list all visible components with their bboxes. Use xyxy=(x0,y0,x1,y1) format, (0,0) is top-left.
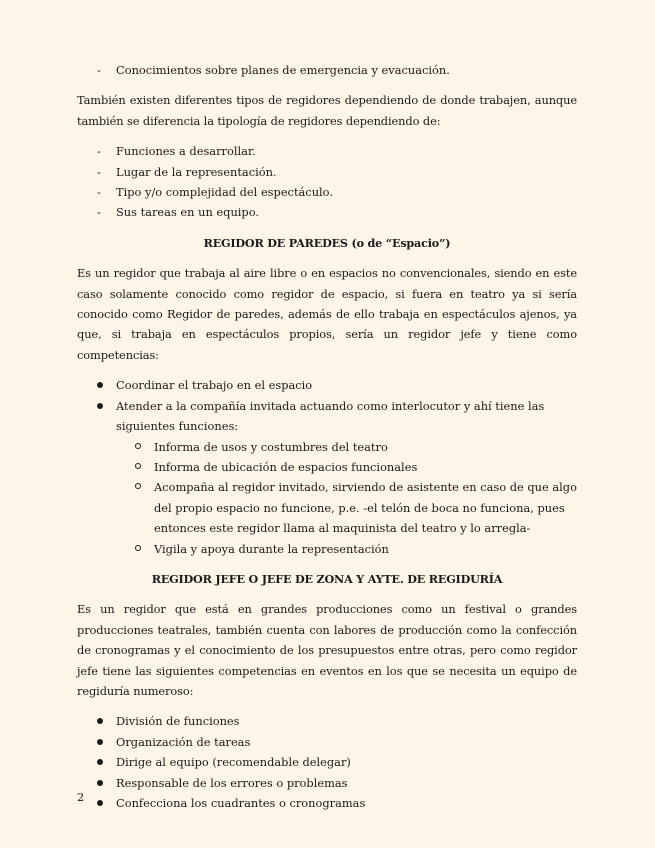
list-item xyxy=(77,752,577,772)
list-item xyxy=(77,202,577,222)
dash-marker: - xyxy=(97,144,101,159)
list-item xyxy=(77,60,577,80)
dash-marker: - xyxy=(97,205,101,220)
dash-marker: - xyxy=(97,63,101,77)
sub-list-item xyxy=(116,457,577,477)
bullet-marker xyxy=(97,759,103,765)
list-item-text: Conocimientos sobre planes de emergencia y evacuación. xyxy=(116,63,450,77)
list-item-text: Funciones a desarrollar. xyxy=(116,144,256,159)
list-item xyxy=(77,162,577,182)
list-item-text: Organización de tareas xyxy=(116,734,251,749)
paragraph-types: También existen diferentes tipos de regidores dependiendo de donde trabajen, aunque también se diferencia la tipología de regidores dependiendo de: xyxy=(77,93,577,128)
list-item xyxy=(77,182,577,202)
list-item-text: Confecciona los cuadrantes o cronogramas xyxy=(116,796,366,810)
circle-marker xyxy=(135,545,141,551)
section-heading-paredes: REGIDOR DE PAREDES (o de “Espacio”) xyxy=(203,235,451,250)
dash-marker: - xyxy=(97,185,101,200)
list-item-text: Atender a la compañía invitada actuando como interlocutor y ahí tiene las siguientes funciones: xyxy=(116,398,545,434)
list-item-text: Responsable de los errores o problemas xyxy=(116,775,348,790)
list-item-text: Dirige al equipo (recomendable delegar) xyxy=(116,755,351,770)
circle-marker xyxy=(135,463,141,469)
bullet-marker xyxy=(97,718,103,724)
bullet-marker xyxy=(97,403,103,409)
list-item xyxy=(77,711,577,731)
list-item xyxy=(77,773,577,793)
circle-marker xyxy=(135,483,141,489)
list-item xyxy=(77,732,577,752)
competencias-jefe-bullet-list xyxy=(77,711,577,813)
circle-marker xyxy=(135,443,141,449)
list-item-text: Tipo y/o complejidad del espectáculo. xyxy=(116,185,333,200)
page-number: 2 xyxy=(77,790,85,804)
list-item-text: Coordinar el trabajo en el espacio xyxy=(116,378,313,393)
sub-list-item-text: Acompaña al regidor invitado, sirviendo de asistente en caso de que algo del propio espacio no funcione, p.e. -el telón de boca no funciona, pues entonces este regidor llama al maquinista del teatro y lo arregla- xyxy=(154,480,577,536)
list-item-text: División de funciones xyxy=(116,714,240,729)
list-item-text: Sus tareas en un equipo. xyxy=(116,205,259,220)
section-heading-jefe: REGIDOR JEFE O JEFE DE ZONA Y AYTE. DE REGIDURÍA xyxy=(151,571,503,586)
funciones-sub-list xyxy=(116,437,577,559)
list-item xyxy=(77,141,577,161)
intro-dash-list xyxy=(77,60,577,80)
dash-marker: - xyxy=(97,164,101,179)
list-item xyxy=(77,793,577,813)
list-item xyxy=(77,396,577,559)
sub-list-item-text: Vigila y apoya durante la representación xyxy=(154,541,389,556)
paragraph-jefe: Es un regidor que está en grandes producciones como un festival o grandes producciones teatrales, también cuenta con labores de producción como la confección de cronogramas y el conocimiento de los presupuestos entre otras, pero como regidor jefe tiene las siguientes competencias en eventos en los que se necesita un equipo de regiduría numeroso: xyxy=(77,602,577,698)
bullet-marker xyxy=(97,739,103,745)
bullet-marker xyxy=(97,382,103,388)
bullet-marker xyxy=(97,800,103,806)
bullet-marker xyxy=(97,780,103,786)
sub-list-item-text: Informa de ubicación de espacios funcionales xyxy=(154,459,418,474)
page-content xyxy=(77,60,577,823)
sub-list-item-text: Informa de usos y costumbres del teatro xyxy=(154,439,388,454)
list-item-text: Lugar de la representación. xyxy=(116,164,277,179)
sub-list-item xyxy=(116,437,577,457)
sub-list-item xyxy=(116,477,577,538)
sub-list-item xyxy=(116,539,577,559)
paragraph-paredes: Es un regidor que trabaja al aire libre o en espacios no convencionales, siendo en este caso solamente conocido como regidor de espacio, si fuera en teatro ya si sería conocido como Regidor de paredes, además de ello trabaja en espectáculos ajenos, ya que, si trabaja en espectáculos propios, sería un regidor jefe y tiene como competencias: xyxy=(77,266,577,362)
criteria-dash-list xyxy=(77,141,577,223)
list-item xyxy=(77,375,577,395)
competencias-bullet-list xyxy=(77,375,577,559)
